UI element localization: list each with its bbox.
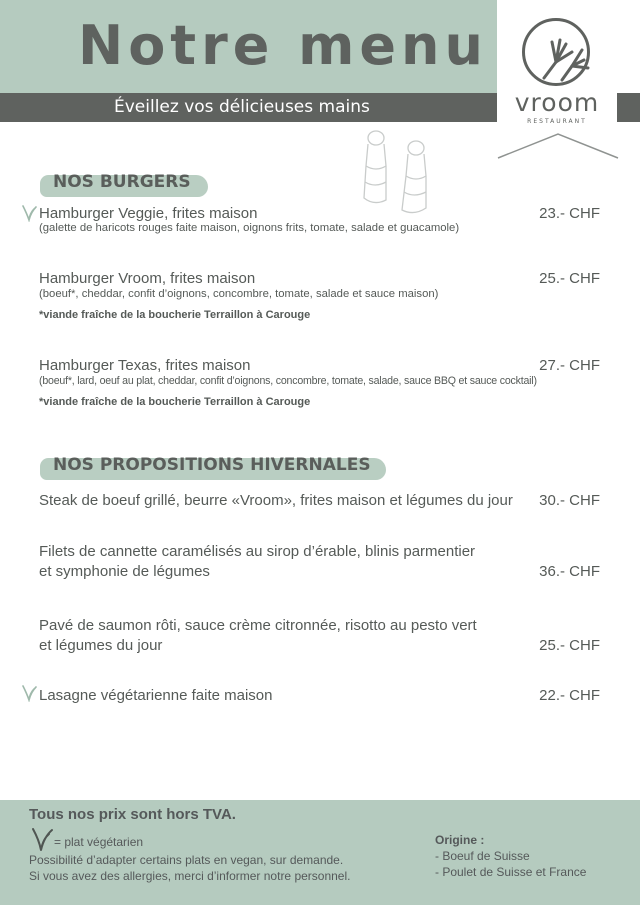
logo-wordmark: vroom <box>514 88 600 117</box>
menu-item-price: 25.- CHF <box>539 637 600 654</box>
origin-item: - Poulet de Suisse et France <box>435 865 587 879</box>
footer-title: Tous nos prix sont hors TVA. <box>29 806 236 823</box>
section-heading-label: NOS PROPOSITIONS HIVERNALES <box>53 455 371 475</box>
pepper-mill-icon <box>354 126 438 216</box>
menu-item-name: Lasagne végétarienne faite maison <box>39 687 273 704</box>
page-title: Notre menu <box>78 14 488 77</box>
section-heading-burgers <box>40 172 210 198</box>
menu-item-price: 36.- CHF <box>539 563 600 580</box>
menu-item-name: Hamburger Veggie, frites maison <box>39 205 258 222</box>
menu-item-name: Steak de boeuf grillé, beurre «Vroom», frites maison et légumes du jour <box>39 492 513 509</box>
section-heading-winter <box>40 455 390 481</box>
menu-item-name: Hamburger Texas, frites maison <box>39 357 251 374</box>
page-subtitle: Éveillez vos délicieuses mains <box>114 97 370 117</box>
menu-item-note: *viande fraîche de la boucherie Terraillon à Carouge <box>39 396 311 408</box>
origin-title: Origine : <box>435 833 485 847</box>
footer-legend: = plat végétarien <box>54 835 144 849</box>
menu-item-name-line2: et légumes du jour <box>39 637 163 654</box>
menu-item-price: 23.- CHF <box>539 205 600 222</box>
menu-item-name: Hamburger Vroom, frites maison <box>39 270 256 287</box>
menu-item-name-line2: et symphonie de légumes <box>39 563 210 580</box>
menu-item-price: 30.- CHF <box>539 492 600 509</box>
vegetarian-icon <box>30 826 54 852</box>
vegetarian-icon <box>20 204 38 222</box>
chevron-down-icon <box>496 130 620 162</box>
section-heading-label: NOS BURGERS <box>53 172 191 192</box>
logo-subtitle: RESTAURANT <box>527 118 587 125</box>
vegetarian-icon <box>20 684 38 702</box>
menu-item-note: *viande fraîche de la boucherie Terraillon à Carouge <box>39 309 311 321</box>
fork-hand-logo-icon <box>522 18 596 92</box>
menu-item-name-line1: Pavé de saumon rôti, sauce crème citronnée, risotto au pesto vert <box>39 617 477 634</box>
menu-item-description: (galette de haricots rouges faite maison, oignons frits, tomate, salade et guacamole) <box>39 222 460 234</box>
menu-item-name-line1: Filets de cannette caramélisés au sirop d’érable, blinis parmentier <box>39 543 476 560</box>
menu-item-description: (boeuf*, lard, oeuf au plat, cheddar, confit d’oignons, concombre, tomate, salade, sauce BBQ et sauce cocktail) <box>39 375 537 387</box>
origin-item: - Boeuf de Suisse <box>435 849 530 863</box>
menu-item-price: 25.- CHF <box>539 270 600 287</box>
menu-item-price: 22.- CHF <box>539 687 600 704</box>
menu-item-description: (boeuf*, cheddar, confit d’oignons, concombre, tomate, salade et sauce maison) <box>39 288 439 300</box>
footer-note: Si vous avez des allergies, merci d’informer notre personnel. <box>29 869 351 883</box>
menu-item-price: 27.- CHF <box>539 357 600 374</box>
footer-note: Possibilité d’adapter certains plats en vegan, sur demande. <box>29 853 344 867</box>
